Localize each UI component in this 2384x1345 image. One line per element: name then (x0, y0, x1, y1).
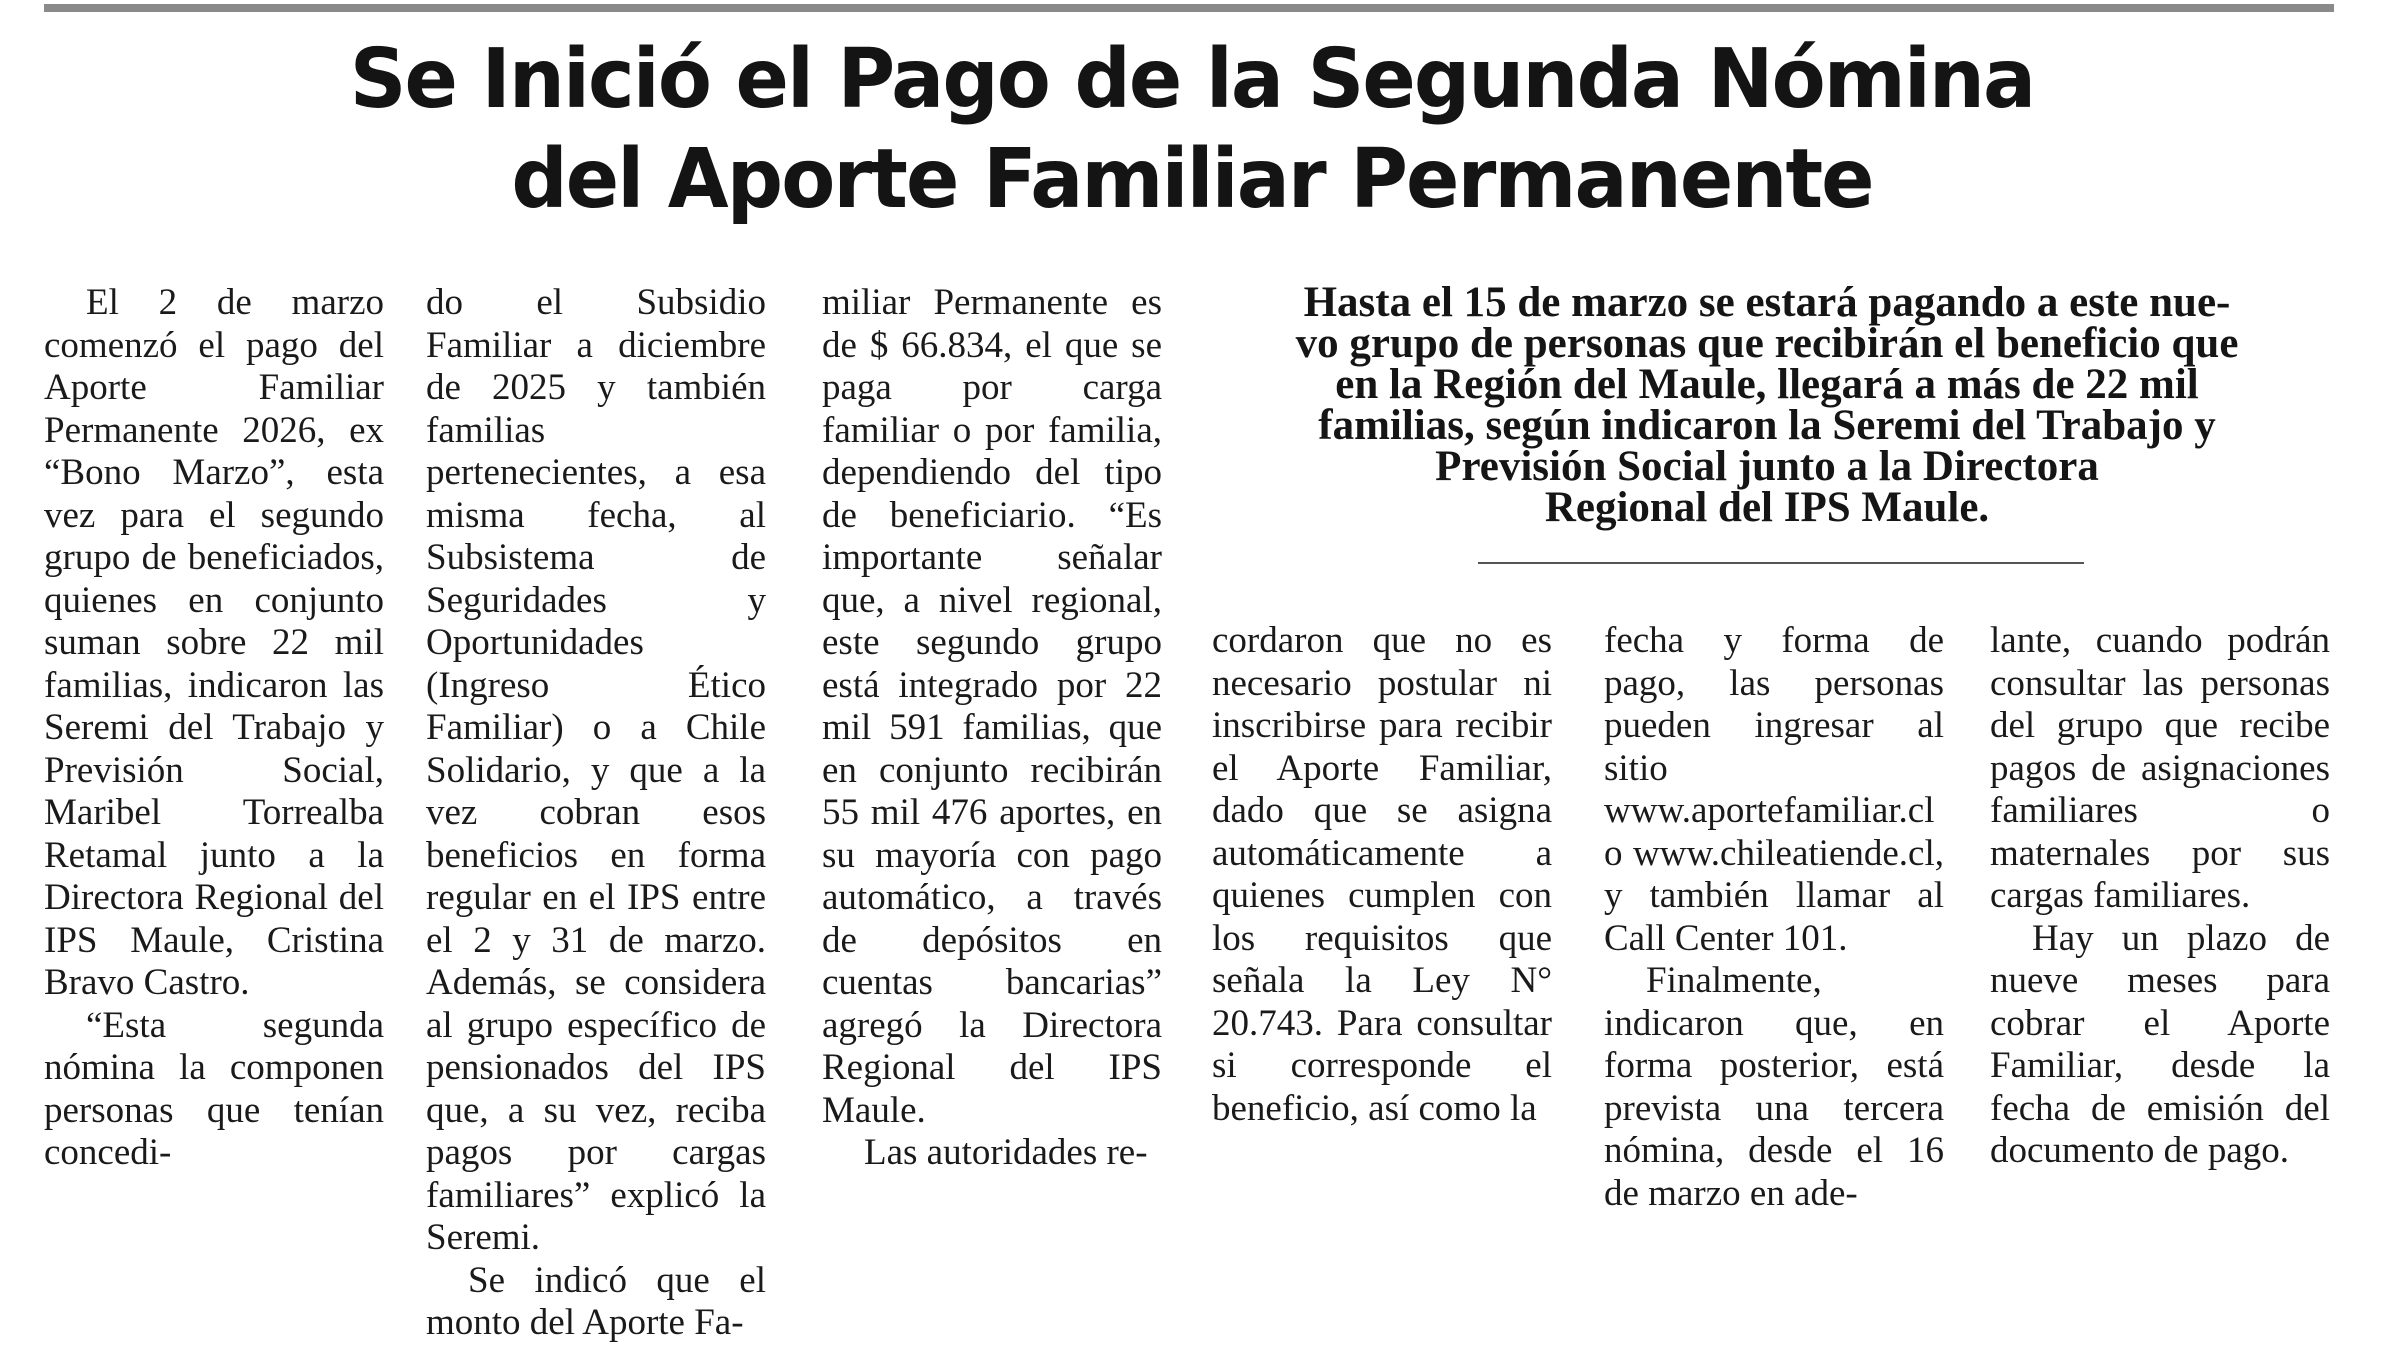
article-column-1 (44, 282, 384, 1175)
article-column-5 (1604, 620, 1944, 1215)
deck-line: Previsión Social junto a la Directora (1435, 443, 2099, 490)
paragraph: Finalmente, indicaron que, en forma posterior, está prevista una tercera nómina, desde el 16 de marzo en ade- (1604, 960, 1944, 1214)
paragraph: miliar Permanente es de $ 66.834, el que se paga por carga familiar o por familia, dependiendo del tipo de beneficiario. “Es importante señalar que, a nivel regional, este segundo grupo está integrado por 22 mil 591 familias, que en conjunto recibirán 55 mil 476 aportes, en su mayoría con pago automático, a través de depósitos en cuentas bancarias” agregó la Directora Regional del IPS Maule. (822, 282, 1162, 1131)
deck-line: familias, según indicaron la Seremi del Trabajo y (1318, 402, 2216, 449)
paragraph: lante, cuando podrán consultar las personas del grupo que recibe pagos de asignaciones familiares o maternales por sus cargas familiares. (1990, 620, 2330, 916)
deck-divider (1478, 562, 2084, 564)
top-rule (44, 4, 2334, 12)
headline-line-2: del Aporte Familiar Permanente (511, 132, 1873, 227)
article-column-4 (1212, 620, 1552, 1130)
paragraph: El 2 de marzo comenzó el pago del Aporte Familiar Permanente 2026, ex “Bono Marzo”, esta vez para el segundo grupo de beneficiados, quienes en conjunto suman sobre 22 mil familias, indicaron las Seremi del Trabajo y Previsión Social, Maribel Torrealba Retamal junto a la Directora Regional del IPS Maule, Cristina Bravo Castro. (44, 282, 384, 1003)
article-column-3 (822, 282, 1162, 1175)
article-column-6 (1990, 620, 2330, 1173)
paragraph: cordaron que no es necesario postular ni inscribirse para recibir el Aporte Familiar, dado que se asigna automáticamente a quienes cumplen con los requisitos que señala la Ley N° 20.743. Para consultar si corresponde el beneficio, así como la (1212, 620, 1552, 1129)
deck-line: en la Región del Maule, llegará a más de 22 mil (1335, 361, 2199, 408)
paragraph: Hay un plazo de nueve meses para cobrar el Aporte Familiar, desde la fecha de emisión del documento de pago. (1990, 917, 2330, 1171)
paragraph: fecha y forma de pago, las personas pueden ingresar al sitio www.aportefamiliar.cl o www.chileatiende.cl, y también llamar al Call Center 101. (1604, 620, 1944, 959)
deck-line: Hasta el 15 de marzo se estará pagando a este nue- (1303, 279, 2231, 326)
paragraph: do el Subsidio Familiar a diciembre de 2025 y también familias pertenecientes, a esa misma fecha, al Subsistema de Seguridades y Oportunidades (Ingreso Ético Familiar) o a Chile Solidario, y que a la vez cobran esos beneficios en forma regular en el IPS entre el 2 y 31 de marzo. Además, se considera al grupo específico de pensionados del IPS que, a su vez, reciba pagos por cargas familiares” explicó la Seremi. (426, 282, 766, 1258)
headline-line-1: Se Inició el Pago de la Segunda Nómina (349, 32, 2035, 127)
paragraph: Las autoridades re- (864, 1132, 1148, 1173)
paragraph: “Esta segunda nómina la componen personas que tenían concedi- (44, 1004, 384, 1173)
deck-line: Regional del IPS Maule. (1544, 484, 1990, 531)
article-column-2 (426, 282, 766, 1345)
deck-subheadline (1212, 279, 2322, 531)
paragraph: Se indicó que el monto del Aporte Fa- (426, 1259, 766, 1343)
deck-line: vo grupo de personas que recibirán el beneficio que (1295, 320, 2239, 367)
headline (48, 30, 2337, 230)
